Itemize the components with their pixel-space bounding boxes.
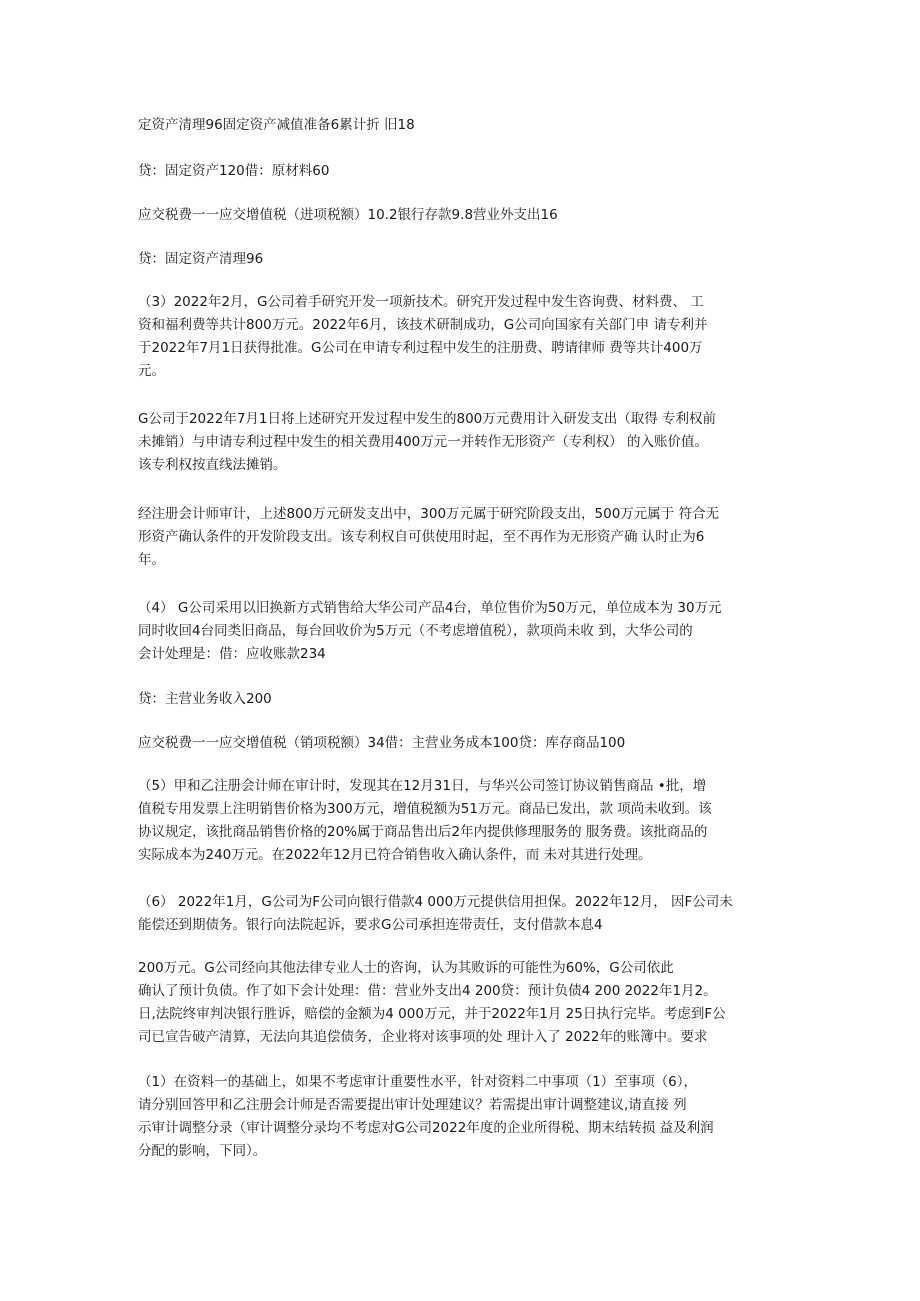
text-line: 该专利权按直线法摊销。 (138, 457, 287, 473)
text-line: 协议规定，该批商品销售价格的20%属于商品售出后2年内提供修理服务的 服务费。该批商品的 (138, 824, 708, 840)
text-line: 贷：固定资产120借：原材料60 (138, 163, 330, 179)
paragraph-13 (138, 957, 800, 1049)
text-line: 定资产清理96固定资产减值准备6累计折 旧18 (138, 117, 415, 133)
paragraph-11 (138, 775, 800, 867)
text-line: 未摊销）与申请专利过程中发生的相关费用400万元一并转作无形资产（专利权） 的入账价值。 (138, 434, 709, 450)
text-line: 形资产确认条件的开发阶段支出。该专利权自可供使用时起，至不再作为无形资产确 认时止为6 (138, 529, 705, 545)
text-line: 200万元。G公司经向其他法律专业人士的咨询，认为其败诉的可能性为60%，G公司依此 (138, 960, 674, 976)
text-line: 于2022年7月1日获得批准。G公司在申请专利过程中发生的注册费、聘请律师 费等共计400万 (138, 340, 703, 356)
paragraph-5 (138, 291, 800, 383)
paragraph-9 (138, 688, 800, 711)
text-line: 贷：主营业务收入200 (138, 691, 272, 707)
text-line: 分配的影响，下同）。 (138, 1143, 267, 1159)
paragraph-7 (138, 503, 800, 572)
paragraph-8 (138, 597, 800, 666)
text-line: 能偿还到期债务。银行向法院起诉，要求G公司承担连带责任，支付借款本息4 (138, 917, 603, 933)
paragraph-14 (138, 1071, 800, 1163)
paragraph-2 (138, 160, 800, 183)
text-line: 应交税费一一应交增值税（销项税额）34借：主营业务成本100贷：库存商品100 (138, 735, 626, 751)
text-line: 元。 (138, 363, 165, 379)
text-line: （6） 2022年1月，G公司为F公司向银行借款4 000万元提供信用担保。2022年12月， 因F公司未 (138, 894, 733, 910)
paragraph-1 (138, 114, 800, 137)
text-line: 会计处理是：借：应收账款234 (138, 646, 326, 662)
paragraph-12 (138, 891, 800, 937)
text-line: 经注册会计师审计，上述800万元研发支出中，300万元属于研究阶段支出，500万元属于 符合无 (138, 506, 720, 522)
paragraph-6 (138, 408, 800, 477)
text-line: （3）2022年2月，G公司着手研究开发一项新技术。研究开发过程中发生咨询费、材料费、 工 (138, 294, 704, 310)
text-line: （1）在资料一的基础上，如果不考虑审计重要性水平，针对资料二中事项（1）至事项（6）， (138, 1074, 698, 1090)
text-line: 司已宣告破产清算，无法向其追偿债务，企业将对该事项的处 理计入了 2022年的账簿中。要求 (138, 1029, 708, 1045)
paragraph-4 (138, 248, 800, 271)
text-line: 年。 (138, 552, 165, 568)
text-line: （4） G公司采用以旧换新方式销售给大华公司产品4台，单位售价为50万元，单位成本为 30万元 (138, 600, 722, 616)
text-line: （5）甲和乙注册会计师在审计时，发现其在12月31日，与华兴公司签订协议销售商品 •批，增 (138, 778, 707, 794)
text-line: 日,法院终审判决银行胜诉，赔偿的金额为4 000万元，并于2022年1月 25日执行完毕。考虑到F公 (138, 1006, 726, 1022)
text-line: 示审计调整分录（审计调整分录均不考虑对G公司2022年度的企业所得税、期末结转损 益及利润 (138, 1120, 714, 1136)
text-line: 资和福利费等共计800万元。2022年6月，该技术研制成功，G公司向国家有关部门申 请专利并 (138, 317, 708, 333)
paragraph-10 (138, 732, 800, 755)
text-line: G公司于2022年7月1日将上述研究开发过程中发生的800万元费用计入研发支出（取得 专利权前 (138, 411, 717, 427)
paragraph-3 (138, 204, 800, 227)
text-line: 实际成本为240万元。在2022年12月已符合销售收入确认条件，而 未对其进行处理。 (138, 847, 652, 863)
text-line: 请分别回答甲和乙注册会计师是否需要提出审计处理建议？若需提出审计调整建议,请直接 列 (138, 1097, 687, 1113)
text-line: 确认了预计负债。作了如下会计处理：借：营业外支出4 200贷：预计负债4 200 2022年1月2。 (138, 983, 717, 999)
text-line: 贷：固定资产清理96 (138, 251, 264, 267)
text-line: 值税专用发票上注明销售价格为300万元，增值税额为51万元。商品已发出，款 项尚未收到。该 (138, 801, 712, 817)
text-line: 同时收回4台同类旧商品，每台回收价为5万元（不考虑增值税），款项尚未收 到，大华公司的 (138, 623, 693, 639)
text-line: 应交税费一一应交增值税（进项税额）10.2银行存款9.8营业外支出16 (138, 207, 558, 223)
